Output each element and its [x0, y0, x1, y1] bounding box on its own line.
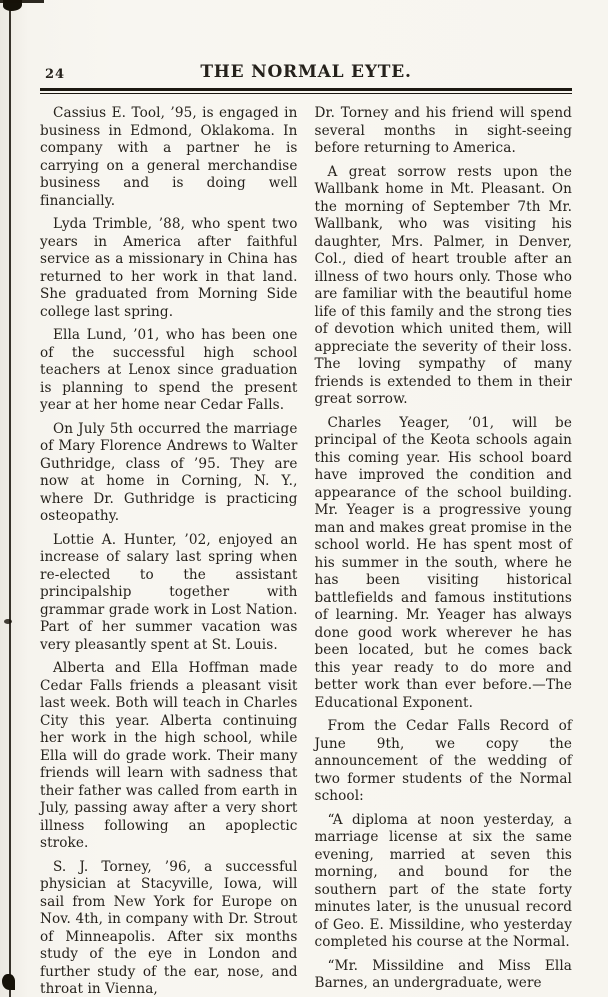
paragraph: Lottie A. Hunter, ’02, enjoyed an increase of salary last spring when re-elected to the assistant principalship together with grammar grade work in Lost Nation. Part of her summer vacation was very pleasantly spent at St. Louis.	[40, 531, 298, 653]
paragraph: Ella Lund, ’01, who has been one of the successful high school teachers at Lenox since graduation is planning to spend the present year at her home near Cedar Falls.	[40, 327, 298, 413]
paragraph: Charles Yeager, ’01, will be principal of the Keota schools again this coming year. His school board have improved the condition and appearance of the school building. Mr. Yeager is a progressive young man and makes great promise in the school world. He has spent most of his summer in the south, where he has been visiting historical battlefields and famous institutions of learning. Mr. Yeager has always done good work wherever he has been located, but he comes back this year ready to do more and better work than ever before.—The Educational Exponent.	[314, 414, 572, 711]
column-left	[40, 105, 298, 997]
paragraph: Lyda Trimble, ’88, who spent two years in America after faithful service as a missionary in China has returned to her work in that land. She graduated from Morning Side college last spring.	[40, 216, 298, 320]
column-right	[315, 105, 573, 997]
paragraph: Cassius E. Tool, ’95, is engaged in business in Edmond, Oklakoma. In company with a partner he is carrying on a general merchandise business and is doing well financially.	[40, 105, 298, 209]
scan-artifact-mid-left	[4, 619, 12, 624]
paragraph: Alberta and Ella Hoffman made Cedar Falls friends a pleasant visit last week. Both will teach in Charles City this year. Alberta continuing her work in the high school, while Ella will do grade work. Their many friends will learn with sadness that their father was called from earth in July, passing away after a very short illness following an apoplectic stroke.	[40, 660, 298, 851]
paragraph: “A diploma at noon yesterday, a marriage license at six the same evening, married at seven this morning, and bound for the southern part of the state forty minutes later, is the unusual record of Geo. E. Missildine, who yesterday completed his course at the Normal.	[314, 811, 572, 950]
page-number: 24	[45, 67, 66, 82]
page-header	[40, 62, 572, 84]
scan-artifact-left-edge	[9, 0, 11, 997]
header-rule-thin	[40, 93, 572, 94]
paragraph: On July 5th occurred the marriage of Mary Florence Andrews to Walter Guthridge, class of ’95. They are now at home in Corning, N. Y., where Dr. Guthridge is practicing osteopathy.	[40, 420, 298, 524]
paragraph-continuation: Dr. Torney and his friend will spend several months in sight-seeing before returning to America.	[314, 105, 572, 156]
header-rule-thick	[40, 88, 572, 91]
paragraph: S. J. Torney, ’96, a successful physician at Stacyville, Iowa, will sail from New York for Europe on Nov. 4th, in company with Dr. Strout of Minneapolis. After six months study of the eye in London and further study of the ear, nose, and throat in Vienna,	[40, 858, 298, 997]
article-columns	[40, 105, 572, 997]
page-title: THE NORMAL EYTE.	[200, 62, 412, 82]
paragraph: From the Cedar Falls Record of June 9th, we copy the announcement of the wedding of two former students of the Normal school:	[314, 718, 572, 804]
scan-artifact-top-edge	[0, 0, 44, 3]
scan-artifact-bottom-left	[2, 974, 15, 990]
paragraph: “Mr. Missildine and Miss Ella Barnes, an undergraduate, were	[314, 957, 572, 991]
paragraph: A great sorrow rests upon the Wallbank home in Mt. Pleasant. On the morning of September 7th Mr. Wallbank, who was visiting his daughter, Mrs. Palmer, in Denver, Col., died of heart trouble after an illness of two hours only. Those who are familiar with the beautiful home life of this family and the strong ties of devotion which united them, will appreciate the severity of their loss. The loving sympathy of many friends is extended to them in their great sorrow.	[314, 163, 572, 407]
